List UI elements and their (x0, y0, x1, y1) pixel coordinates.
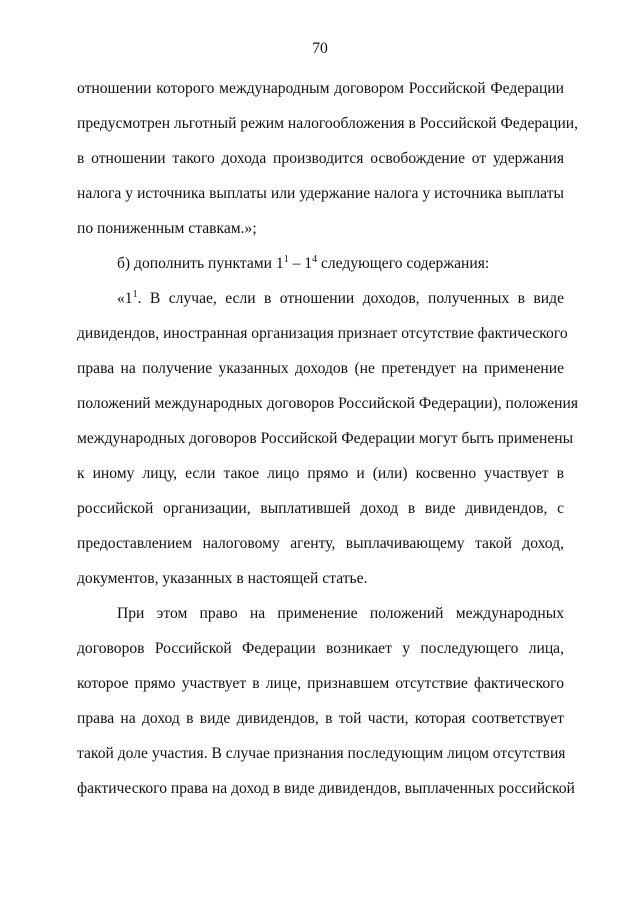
superscript: 1 (283, 254, 289, 265)
text-line: предоставлением налоговому агенту, выплачивающему такой доход, (77, 535, 564, 552)
text-line: к иному лицу, если такое лицо прямо и (или) косвенно участвует в (77, 465, 564, 482)
text-line: фактического права на доход в виде дивидендов, выплаченных российской (77, 780, 575, 797)
text-line: предусмотрен льготный режим налогообложения в Российской Федерации, (77, 115, 579, 132)
superscript: 1 (132, 289, 138, 300)
text-line-point (117, 289, 564, 309)
amendment-text: следующего содержания: (317, 255, 490, 272)
text-line: При этом право на применение положений международных (117, 605, 564, 622)
text-line: налога у источника выплаты или удержание налога у источника выплаты (77, 185, 564, 202)
text-line: которое прямо участвует в лице, признавшем отсутствие фактического (77, 675, 564, 692)
text-line: права на доход в виде дивидендов, в той части, которая соответствует (77, 710, 564, 727)
text-line: права на получение указанных доходов (не претендует на применение (77, 360, 564, 377)
superscript: 4 (312, 254, 318, 265)
page-number: 70 (312, 40, 328, 57)
text-line: в отношении такого дохода производится освобождение от удержания (77, 150, 564, 167)
text-line: такой доле участия. В случае признания последующим лицом отсутствия (77, 745, 566, 762)
point-number: «$1^1$ (117, 289, 138, 307)
text-line: документов, указанных в настоящей статье. (77, 570, 368, 587)
text-line: договоров Российской Федерации возникает у последующего лица, (77, 640, 564, 657)
text-line-amendment (117, 254, 564, 274)
text-line: российской организации, выплатившей доход в виде дивидендов, с (77, 500, 564, 517)
point-text: . В случае, если в отношении доходов, полученных в виде (137, 290, 564, 307)
text-line: отношении которого международным договором Российской Федерации (77, 80, 564, 97)
amendment-text: – 1 (288, 255, 313, 272)
amendment-text: б) дополнить пунктами 1 (117, 255, 284, 272)
text-line: по пониженным ставкам.»; (77, 220, 257, 237)
text-line: международных договоров Российской Федерации могут быть применены (77, 430, 574, 447)
text-line: положений международных договоров Российской Федерации), положения (77, 395, 579, 412)
text-line: дивидендов, иностранная организация признает отсутствие фактического (77, 325, 568, 342)
